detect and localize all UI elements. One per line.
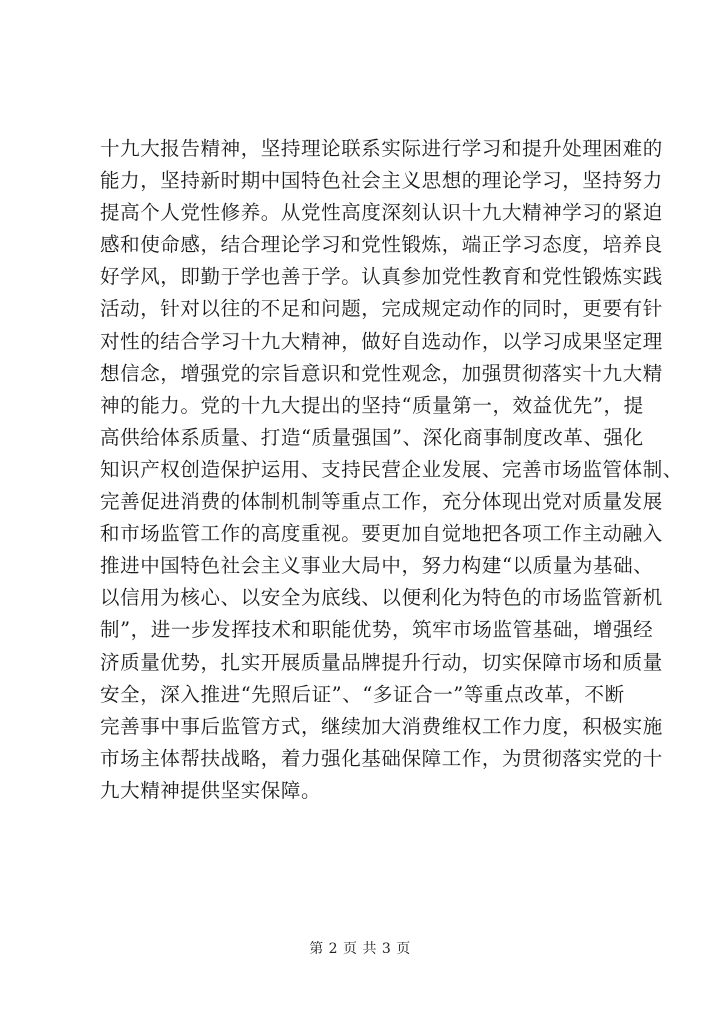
paragraph-line: 完善事中事后监管方式，继续加大消费维权工作力度，积极实施 — [100, 714, 663, 738]
paragraph-line: 和市场监管工作的高度重视。要更加自觉地把各项工作主动融入 — [100, 522, 663, 546]
paragraph-line: 对性的结合学习十九大精神，做好自选动作，以学习成果坚定理 — [100, 329, 663, 353]
paragraph-line: 好学风，即勤于学也善于学。认真参加党性教育和党性锻炼实践 — [100, 265, 663, 289]
paragraph-line: 济质量优势，扎实开展质量品牌提升行动，切实保障市场和质量 — [100, 650, 663, 674]
paragraph-line: 活动，针对以往的不足和问题，完成规定动作的同时，更要有针 — [100, 297, 663, 321]
paragraph-line: 神的能力。党的十九大提出的坚持“质量第一，效益优先”，提 — [100, 393, 644, 417]
page-number-footer: 第 2 页 共 3 页 — [309, 941, 411, 957]
paragraph-line: 以信用为核心、以安全为底线、以便利化为特色的市场监管新机 — [100, 586, 663, 610]
paragraph-line: 提高个人党性修养。从党性高度深刻认识十九大精神学习的紧迫 — [100, 201, 663, 225]
paragraph-line: 市场主体帮扶战略，着力强化基础保障工作，为贯彻落实党的十 — [100, 746, 663, 770]
paragraph-line: 推进中国特色社会主义事业大局中，努力构建“以质量为基础、 — [100, 554, 654, 578]
paragraph-line: 九大精神提供坚实保障。 — [100, 778, 322, 802]
paragraph-line: 高供给体系质量、打造“质量强国”、深化商事制度改革、强化 — [100, 425, 644, 449]
paragraph-line: 安全，深入推进“先照后证”、“多证合一”等重点改革，不断 — [100, 682, 625, 706]
paragraph-line: 完善促进消费的体制机制等重点工作，充分体现出党对质量发展 — [100, 490, 663, 514]
paragraph-line: 感和使命感，结合理论学习和党性锻炼，端正学习态度，培养良 — [100, 233, 663, 257]
paragraph-line: 制”，进一步发挥技术和职能优势，筑牢市场监管基础，增强经 — [100, 618, 654, 642]
paragraph-line: 想信念，增强党的宗旨意识和党性观念，加强贯彻落实十九大精 — [100, 361, 663, 385]
paragraph-line: 十九大报告精神，坚持理论联系实际进行学习和提升处理困难的 — [100, 137, 663, 160]
paragraph-line: 知识产权创造保护运用、支持民营企业发展、完善市场监管体制、 — [100, 457, 683, 481]
body-paragraph — [100, 133, 683, 807]
paragraph-line: 能力，坚持新时期中国特色社会主义思想的理论学习，坚持努力 — [100, 169, 663, 193]
